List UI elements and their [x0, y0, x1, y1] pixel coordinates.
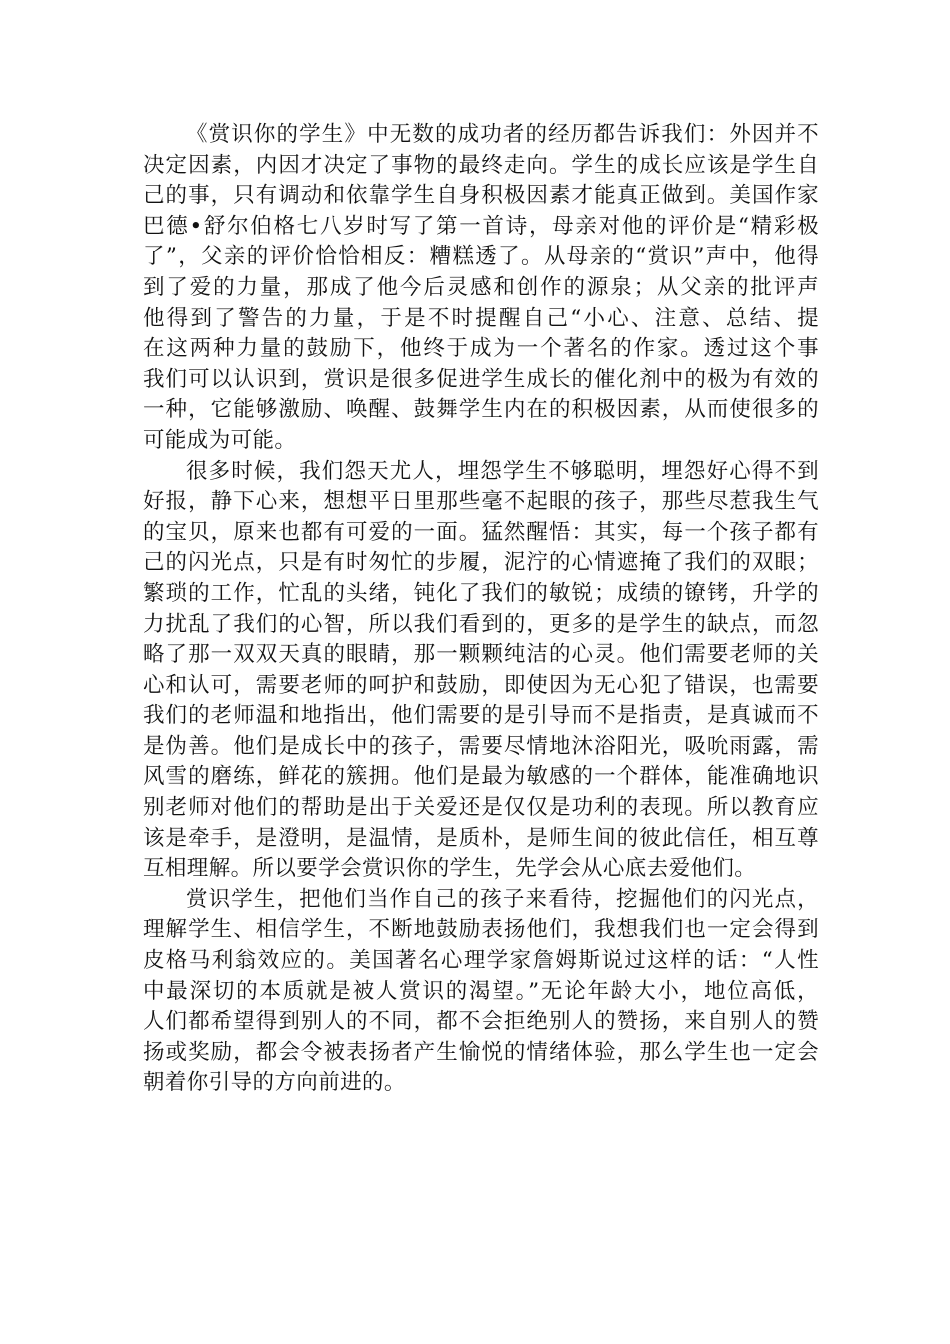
article-body [143, 120, 819, 1099]
paragraph-line: 中最深切的本质就是被人赏识的渴望。”无论年龄大小，地位高低， [143, 978, 819, 1004]
paragraph-line: 略了那一双双天真的眼睛，那一颗颗纯洁的心灵。他们需要老师的关 [143, 642, 819, 668]
paragraph-line: 决定因素，内因才决定了事物的最终走向。学生的成长应该是学生自 [143, 152, 819, 178]
paragraph-line: 互相理解。所以要学会赏识你的学生，先学会从心底去爱他们。 [143, 856, 757, 882]
paragraph-2 [143, 457, 819, 885]
paragraph-line: 心和认可，需要老师的呵护和鼓励，即使因为无心犯了错误，也需要 [143, 672, 819, 698]
paragraph-line: 一种，它能够激励、唤醒、鼓舞学生内在的积极因素，从而使很多的 [143, 397, 819, 423]
paragraph-line: 了”，父亲的评价恰恰相反：糟糕透了。从母亲的“赏识”声中，他得 [143, 244, 819, 270]
paragraph-line: 理解学生、相信学生，不断地鼓励表扬他们，我想我们也一定会得到 [143, 917, 819, 943]
paragraph-3 [143, 885, 819, 1099]
paragraph-line: 我们的老师温和地指出，他们需要的是引导而不是指责，是真诚而不 [143, 703, 819, 729]
paragraph-line: 《赏识你的学生》中无数的成功者的经历都告诉我们：外因并不 [186, 122, 819, 147]
paragraph-line: 可能成为可能。 [143, 427, 297, 453]
paragraph-line: 朝着你引导的方向前进的。 [143, 1070, 406, 1096]
paragraph-line: 是伪善。他们是成长中的孩子，需要尽情地沐浴阳光，吸吮雨露，需 [143, 733, 819, 759]
paragraph-line: 到了爱的力量，那成了他今后灵感和创作的源泉；从父亲的批评声 [143, 274, 819, 300]
paragraph-line: 我们可以认识到，赏识是很多促进学生成长的催化剂中的极为有效的 [143, 366, 819, 392]
paragraph-line: 很多时候，我们怨天尤人，埋怨学生不够聪明，埋怨好心得不到 [186, 458, 819, 484]
paragraph-line: 赏识学生，把他们当作自己的孩子来看待，挖掘他们的闪光点， [186, 886, 819, 912]
paragraph-line: 该是牵手，是澄明，是温情，是质朴，是师生间的彼此信任，相互尊 [143, 825, 819, 851]
paragraph-line: 的宝贝，原来也都有可爱的一面。猛然醒悟：其实，每一个孩子都有 [143, 519, 819, 545]
paragraph-line: 风雪的磨练，鲜花的簇拥。他们是最为敏感的一个群体，能准确地识 [143, 764, 819, 790]
paragraph-line: 力扰乱了我们的心智，所以我们看到的，更多的是学生的缺点，而忽 [143, 611, 819, 637]
paragraph-line: 在这两种力量的鼓励下，他终于成为一个著名的作家。透过这个事 [143, 336, 819, 362]
paragraph-1 [143, 120, 819, 457]
paragraph-line: 巴德•舒尔伯格七八岁时写了第一首诗，母亲对他的评价是“精彩极 [143, 213, 819, 239]
paragraph-line: 己的事，只有调动和依靠学生自身积极因素才能真正做到。美国作家 [143, 183, 819, 209]
paragraph-line: 繁琐的工作，忙乱的头绪，钝化了我们的敏锐；成绩的镣铐，升学的 [143, 580, 819, 606]
paragraph-line: 皮格马利翁效应的。美国著名心理学家詹姆斯说过这样的话：“人性 [143, 948, 819, 974]
paragraph-line: 人们都希望得到别人的不同，都不会拒绝别人的赞扬，来自别人的赞 [143, 1009, 819, 1035]
paragraph-line: 好报，静下心来，想想平日里那些毫不起眼的孩子，那些尽惹我生气 [143, 489, 819, 515]
paragraph-line: 他得到了警告的力量，于是不时提醒自己“小心、注意、总结、提 [143, 305, 819, 331]
paragraph-line: 别老师对他们的帮助是出于关爱还是仅仅是功利的表现。所以教育应 [143, 795, 819, 821]
paragraph-line: 己的闪光点，只是有时匆忙的步履，泥泞的心情遮掩了我们的双眼； [143, 550, 819, 576]
paragraph-line: 扬或奖励，都会令被表扬者产生愉悦的情绪体验，那么学生也一定会 [143, 1039, 819, 1065]
